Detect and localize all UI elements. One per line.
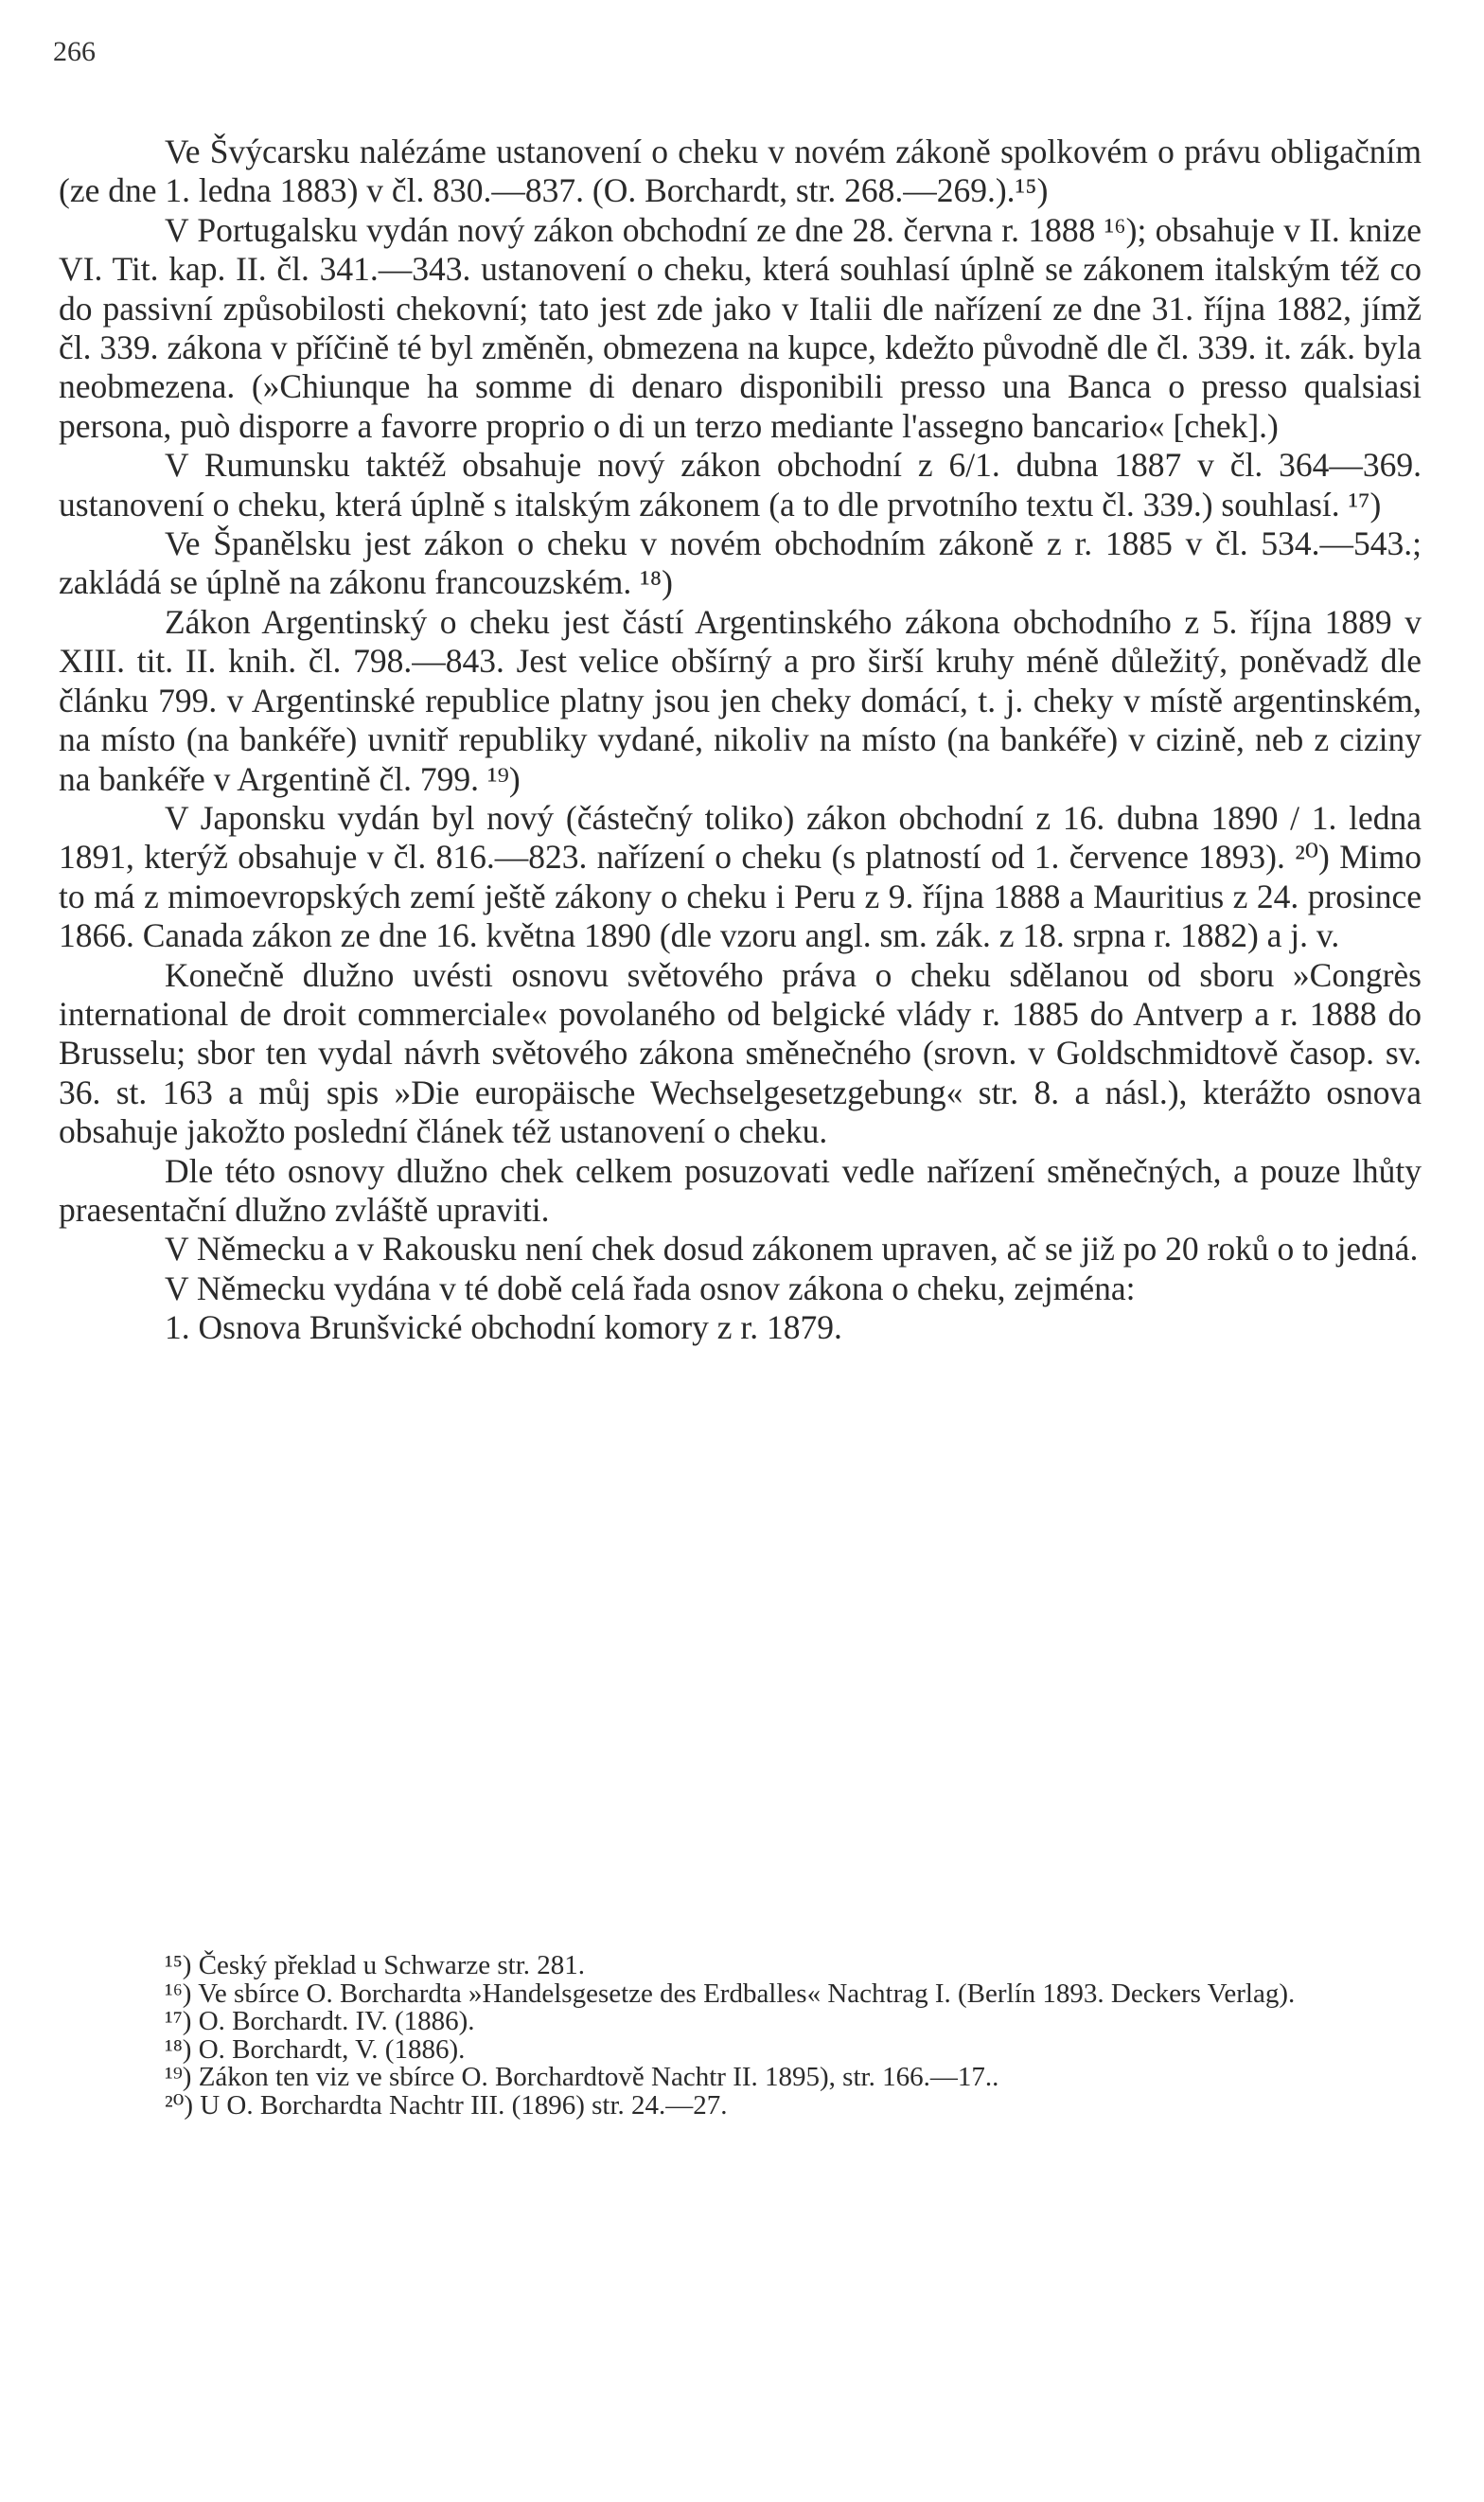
paragraph-switzerland: Ve Švýcarsku nalézáme ustanovení o cheku v novém zákoně spolkovém o právu obligačním (ze dne 1. ledna 1883) v čl. 830.—837. (O. Borchardt, str. 268.—269.).¹⁵) [59,133,1422,210]
page-number: 266 [53,36,96,67]
footnote-19: ¹⁹) Zákon ten viz ve sbírce O. Borchardtově Nachtr II. 1895), str. 166.—17.. [165,2062,999,2093]
paragraph-romania: V Rumunsku taktéž obsahuje nový zákon obchodní z 6/1. dubna 1887 v čl. 364—369. ustanovení o cheku, která úplně s italským zákonem (a to dle prvotního textu čl. 339.) souhlasí. ¹⁷) [59,446,1422,523]
paragraph-argentina: Zákon Argentinský o cheku jest částí Argentinského zákona obchodního z 5. října 1889 v XIII. tit. II. knih. čl. 798.—843. Jest velice obšírný a pro širší kruhy méně důležitý, poněvadž dle článku 799. v Argentinské republice platny jsou jen cheky domácí, t. j. cheky v místě argentinském, na místo (na bankéře) uvnitř republiky vydané, nikoliv na místo (na bankéře) v cizině, neb z ciziny na bankéře v Argentině čl. 799. ¹⁹) [59,602,1422,798]
footnote-20: ²⁰) U O. Borchardta Nachtr III. (1896) str. 24.—27. [165,2089,728,2120]
paragraph-germany-austria: V Německu a v Rakousku není chek dosud zákonem upraven, ač se již po 20 roků o to jedná. [165,1230,1419,1269]
footnotes [59,1952,1422,2120]
paragraph-world-law: Konečně dlužno uvésti osnovu světového práva o cheku sdělanou od sboru »Congrès international de droit commerciale« povolaného od belgické vlády r. 1885 do Antverp a r. 1888 do Brusselu; sbor ten vydal návrh světového zákona směnečného (srovn. v Goldschmidtově časop. sv. 36. st. 163 a můj spis »Die europäische Wechselgesetzgebung« str. 8. a násl.), kterážto osnova obsahuje jakožto poslední článek též ustanovení o cheku. [59,955,1422,1151]
footnote-15: ¹⁵) Český překlad u Schwarze str. 281. [165,1950,586,1980]
footnote-18: ¹⁸) O. Borchardt, V. (1886). [165,2033,466,2065]
footnote-17: ¹⁷) O. Borchardt. IV. (1886). [165,2006,475,2037]
paragraph-brunswick: 1. Osnova Brunšvické obchodní komory z r. 1879. [165,1308,842,1347]
footnote-16: ¹⁶) Ve sbírce O. Borchardta »Handelsgesetze des Erdballes« Nachtrag I. (Berlín 1893. Deckers Verlag). [165,1978,1296,2009]
paragraph-germany-drafts: V Německu vydána v té době celá řada osnov zákona o cheku, zejména: [165,1269,1136,1307]
paragraph-portugal: V Portugalsku vydán nový zákon obchodní ze dne 28. června r. 1888 ¹⁶); obsahuje v II. knize VI. Tit. kap. II. čl. 341.—343. ustanovení o cheku, která souhlasí úplně se zákonem italským též co do passivní způsobilosti chekovní; tato jest zde jako v Italii dle nařízení ze dne 31. října 1882, jímž čl. 339. zákona v příčině té byl změněn, obmezena na kupce, kdežto původně dle čl. 339. it. zák. byla neobmezena. (»Chiunque ha somme di denaro disponibili presso una Banca o presso qualsiasi persona, può disporre a favorre proprio o di un terzo mediante l'assegno bancario« [chek].) [59,210,1422,445]
paragraph-spain: Ve Španělsku jest zákon o cheku v novém obchodním zákoně z r. 1885 v čl. 534.—543.; zakládá se úplně na zákonu francouzském. ¹⁸) [59,524,1422,602]
paragraph-draft: Dle této osnovy dlužno chek celkem posuzovati vedle nařízení směnečných, a pouze lhůty praesentační dlužno zvláště upraviti. [59,1151,1422,1229]
body-text [59,133,1422,1348]
paragraph-japan: V Japonsku vydán byl nový (částečný toliko) zákon obchodní z 16. dubna 1890 / 1. ledna 1891, kterýž obsahuje v čl. 816.—823. nařízení o cheku (s platností od 1. července 1893). ²⁰) Mimo to má z mimoevropských zemí ještě zákony o cheku i Peru z 9. října 1888 a Mauritius z 24. prosince 1866. Canada zákon ze dne 16. května 1890 (dle vzoru angl. sm. zák. z 18. srpna r. 1882) a j. v. [59,798,1422,955]
